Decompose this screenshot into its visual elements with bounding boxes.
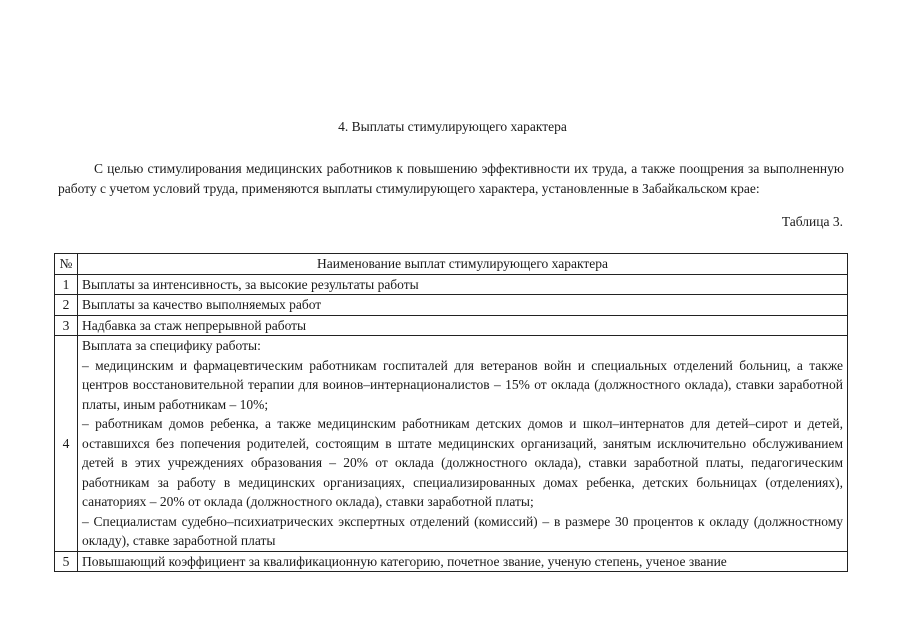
row-num: 2 <box>55 295 78 316</box>
row-num: 4 <box>55 336 78 552</box>
row-text: Выплаты за качество выполняемых работ <box>82 297 322 312</box>
row-text: Надбавка за стаж непрерывной работы <box>82 317 307 333</box>
payments-table <box>54 253 848 572</box>
row-text-item: – работникам домов ребенка, а также медицинским работникам детских домов и школ–интернатов для детей–сирот и детей, оставшихся без попечения родителей, состоящим в штате медицинских организаций, занятым исключительно обслуживанием детей в этих учреждениях образования – 20% от оклада (должностного оклада), ставки заработной платы, педагогическим работникам за работу в медицинских организациях, специализированных домах ребенка, детских больницах (отделениях), санаториях – 20% от оклада (должностного оклада), ставки заработной платы; <box>82 416 843 509</box>
table-row <box>55 551 848 572</box>
table-row <box>55 274 848 295</box>
header-num: № <box>55 254 78 275</box>
row-text-item: – Специалистам судебно–психиатрических экспертных отделений (комиссий) – в размере 30 процентов к окладу (должностному окладу), ставке заработной платы <box>82 513 843 548</box>
row-num: 5 <box>55 551 78 572</box>
intro-paragraph: С целью стимулирования медицинских работников к повышению эффективности их труда, а также поощрения за выполненную работу с учетом условий труда, применяются выплаты стимулирующего характера, установленные в Забайкальском крае: <box>58 161 844 196</box>
row-name <box>78 336 848 552</box>
row-name <box>78 551 848 572</box>
table-row <box>55 336 848 552</box>
header-name: Наименование выплат стимулирующего характера <box>78 254 848 275</box>
row-num: 3 <box>55 315 78 336</box>
row-text-heading: Выплата за специфику работы: <box>82 338 261 353</box>
row-num: 1 <box>55 274 78 295</box>
table-header-row <box>55 254 848 275</box>
row-text: Выплаты за интенсивность, за высокие результаты работы <box>82 276 419 292</box>
row-text: Повышающий коэффициент за квалификационную категорию, почетное звание, ученую степень, ученое звание <box>82 553 727 569</box>
table-row <box>55 315 848 336</box>
row-name <box>78 315 848 336</box>
row-text-item: – медицинским и фармацевтическим работникам госпиталей для ветеранов войн и специальных отделений больниц, а также центров восстановительной терапии для воинов–интернационалистов – 15% от оклада (должностного оклада), ставки заработной платы, иным работникам – 10%; <box>82 357 843 412</box>
table-row <box>55 295 848 316</box>
row-name <box>78 274 848 295</box>
section-title: 4. Выплаты стимулирующего характера <box>338 119 567 134</box>
row-name <box>78 295 848 316</box>
table-caption: Таблица 3. <box>781 214 843 229</box>
